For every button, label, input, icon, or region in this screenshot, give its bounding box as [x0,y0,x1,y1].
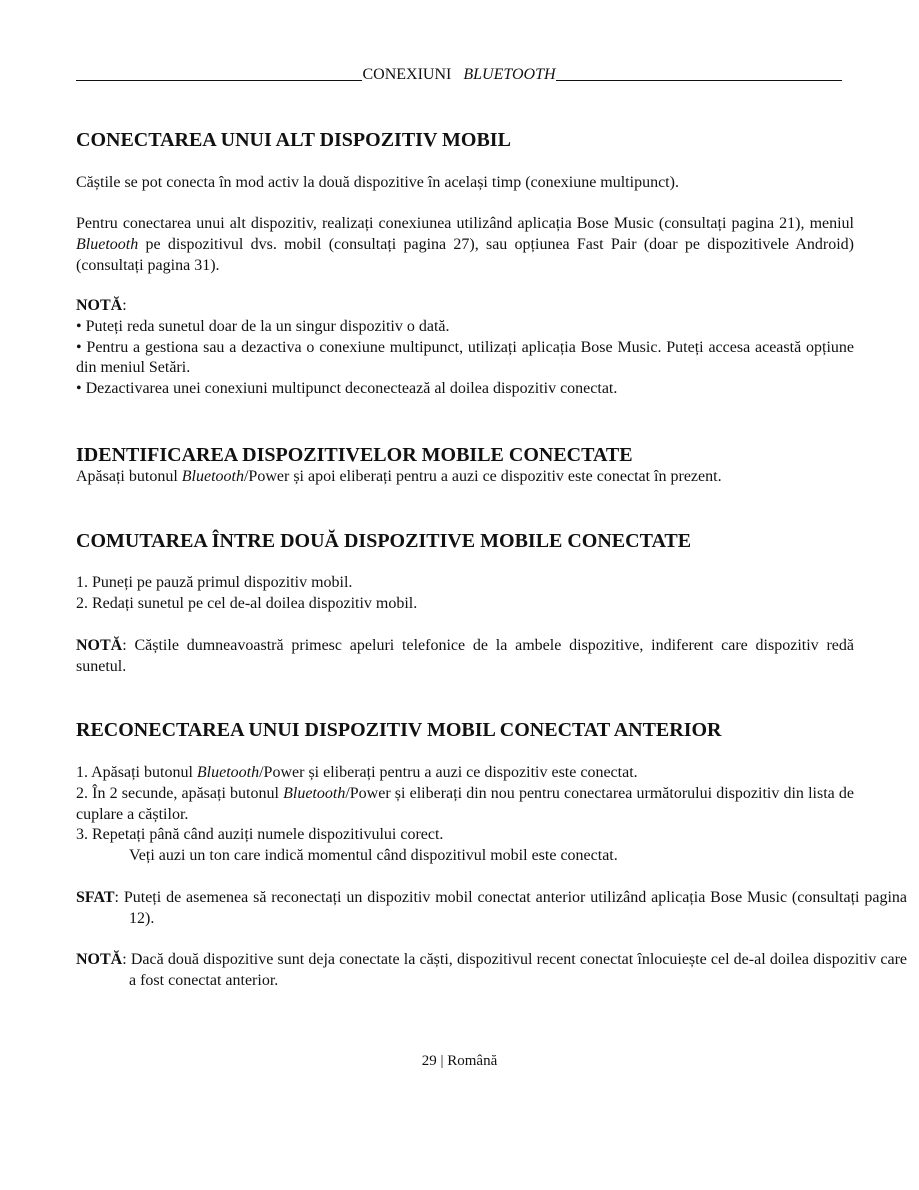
note-label: NOTĂ [76,637,123,654]
list-item-sub: Veți auzi un ton care indică momentul când dispozitivul mobil este conectat. [129,847,618,865]
text: /Power și eliberați pentru a auzi ce dispozitiv este conectat. [259,764,638,781]
text: /Power și apoi eliberați pentru a auzi ce dispozitiv este conectat în prezent. [243,468,722,485]
note-colon: : [122,297,127,314]
text: pe dispozitivul dvs. mobil (consultați pagina 27), sau opțiunea Fast Pair (doar pe dispozitivele Android) (consultați pagina 31). [76,235,854,274]
header-title: CONEXIUNI [362,66,452,83]
bullet-item: • Pentru a gestiona sau a dezactiva o conexiune multipunct, utilizați aplicația Bose Music. Puteți accesa această opțiune din meniul Setări. [76,338,854,377]
switch-steps [76,573,854,615]
header-rule-right [556,80,842,81]
list-item: 2. Redați sunetul pe cel de-al doilea dispozitiv mobil. [76,594,418,612]
list-item [76,763,854,784]
text-italic: Bluetooth [181,468,244,485]
heading-connect-another: CONECTAREA UNUI ALT DISPOZITIV MOBIL [76,129,511,151]
reconnect-steps [76,763,854,867]
text: Apăsați butonul [76,468,182,485]
list-item: 1. Puneți pe pauză primul dispozitiv mobil. [76,574,353,591]
paragraph-multipoint: Căștile se pot conecta în mod activ la două dispozitive în același timp (conexiune multipunct). [76,174,679,191]
text: 1. Apăsați butonul [76,764,197,781]
note-label: NOTĂ [76,297,123,314]
note-text: : Dacă două dispozitive sunt deja conectate la căști, dispozitivul recent conectat înlocuiește cel de-al doilea dispozitiv care a fost conectat anterior. [122,951,907,989]
paragraph-identify [76,467,854,488]
running-header [76,64,842,84]
text-italic: Bluetooth [196,764,260,781]
note-text: : Căștile dumneavoastră primesc apeluri telefonice de la ambele dispozitive, indiferent care dispozitiv redă sunetul. [76,637,854,675]
list-item [76,784,854,826]
tip-text: : Puteți de asemenea să reconectați un dispozitiv mobil conectat anterior utilizând aplicația Bose Music (consultați pagina 12). [114,889,907,927]
text-italic: Bluetooth [283,784,346,802]
heading-reconnect: RECONECTAREA UNUI DISPOZITIV MOBIL CONECTAT ANTERIOR [76,719,722,741]
text: /Power și eliberați din nou pentru conectarea următorului dispozitiv din lista de cuplare a căștilor. [76,784,855,823]
list-item: 3. Repetați până când auziți numele dispozitivului corect. [76,826,444,844]
note-label: NOTĂ [76,951,123,968]
header-rule-left [76,80,362,81]
text: Pentru conectarea unui alt dispozitiv, realizați conexiunea utilizând aplicația Bose Music (consultați pagina 21), meniul [76,215,854,232]
note-block-2 [76,636,854,678]
paragraph-connect-methods [76,214,854,276]
heading-switch: COMUTAREA ÎNTRE DOUĂ DISPOZITIVE MOBILE CONECTATE [76,530,692,552]
bullet-item: • Puteți reda sunetul doar de la un singur dispozitiv o dată. [76,317,450,335]
page-footer: 29 | Română [421,1053,498,1069]
note-block-1 [76,296,854,400]
text-italic: Bluetooth [76,235,139,253]
header-title-italic: BLUETOOTH [463,66,556,83]
note-block-3 [76,950,907,992]
tip-block [76,888,907,930]
heading-identify: IDENTIFICAREA DISPOZITIVELOR MOBILE CONECTATE [76,444,633,466]
bullet-item: • Dezactivarea unei conexiuni multipunct deconectează al doilea dispozitiv conectat. [76,380,618,398]
tip-label: SFAT [76,889,115,906]
text: 2. În 2 secunde, apăsați butonul [76,784,284,802]
